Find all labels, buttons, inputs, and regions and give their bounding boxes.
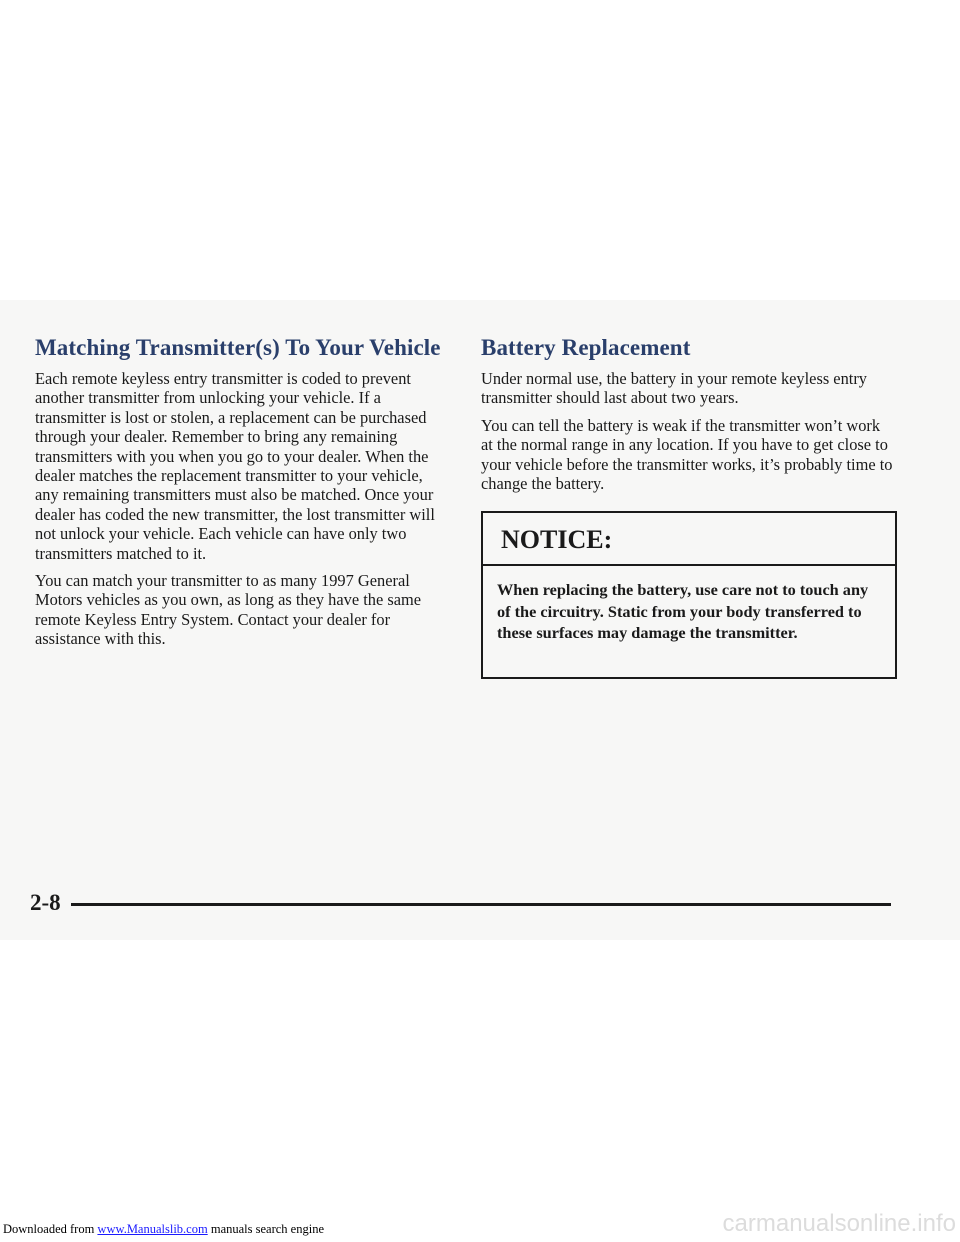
watermark: carmanualsonline.info	[722, 1210, 956, 1237]
footer-rule	[71, 903, 891, 906]
section-heading-battery-replacement: Battery Replacement	[481, 335, 691, 360]
notice-title: NOTICE:	[483, 513, 895, 566]
download-attribution	[3, 1221, 324, 1237]
notice-text: When replacing the battery, use care not to touch any of the circuitry. Static from your body transferred to these surfaces may damage the transmitter.	[497, 580, 869, 643]
right-column-text	[481, 369, 893, 501]
download-prefix: Downloaded from	[3, 1222, 98, 1236]
left-column-text	[35, 369, 448, 657]
paragraph: Each remote keyless entry transmitter is coded to prevent another transmitter from unlocking your vehicle. If a transmitter is lost or stolen, a replacement can be purchased through your dealer. Remember to bring any remaining transmitters with you when you go to your dealer. When the dealer matches the replacement transmitter to your vehicle, any remaining transmitters must also be matched. Once your dealer has coded the new transmitter, the lost transmitter will not unlock your vehicle. Each vehicle can have only two transmitters matched to it.	[35, 369, 435, 563]
manualslib-link[interactable]: www.Manualslib.com	[97, 1222, 208, 1236]
download-suffix: manuals search engine	[207, 1222, 324, 1236]
section-heading-matching-transmitters: Matching Transmitter(s) To Your Vehicle	[35, 335, 441, 360]
paragraph: Under normal use, the battery in your remote keyless entry transmitter should last about two years.	[481, 369, 867, 408]
page-number: 2-8	[30, 890, 61, 915]
notice-box	[481, 511, 897, 679]
paragraph: You can tell the battery is weak if the transmitter won’t work at the normal range in any location. If you have to get close to your vehicle before the transmitter works, it’s probably time to change the battery.	[481, 415, 893, 494]
paragraph: You can match your transmitter to as many 1997 General Motors vehicles as you own, as long as they have the same remote Keyless Entry System. Contact your dealer for assistance with this.	[35, 571, 422, 649]
